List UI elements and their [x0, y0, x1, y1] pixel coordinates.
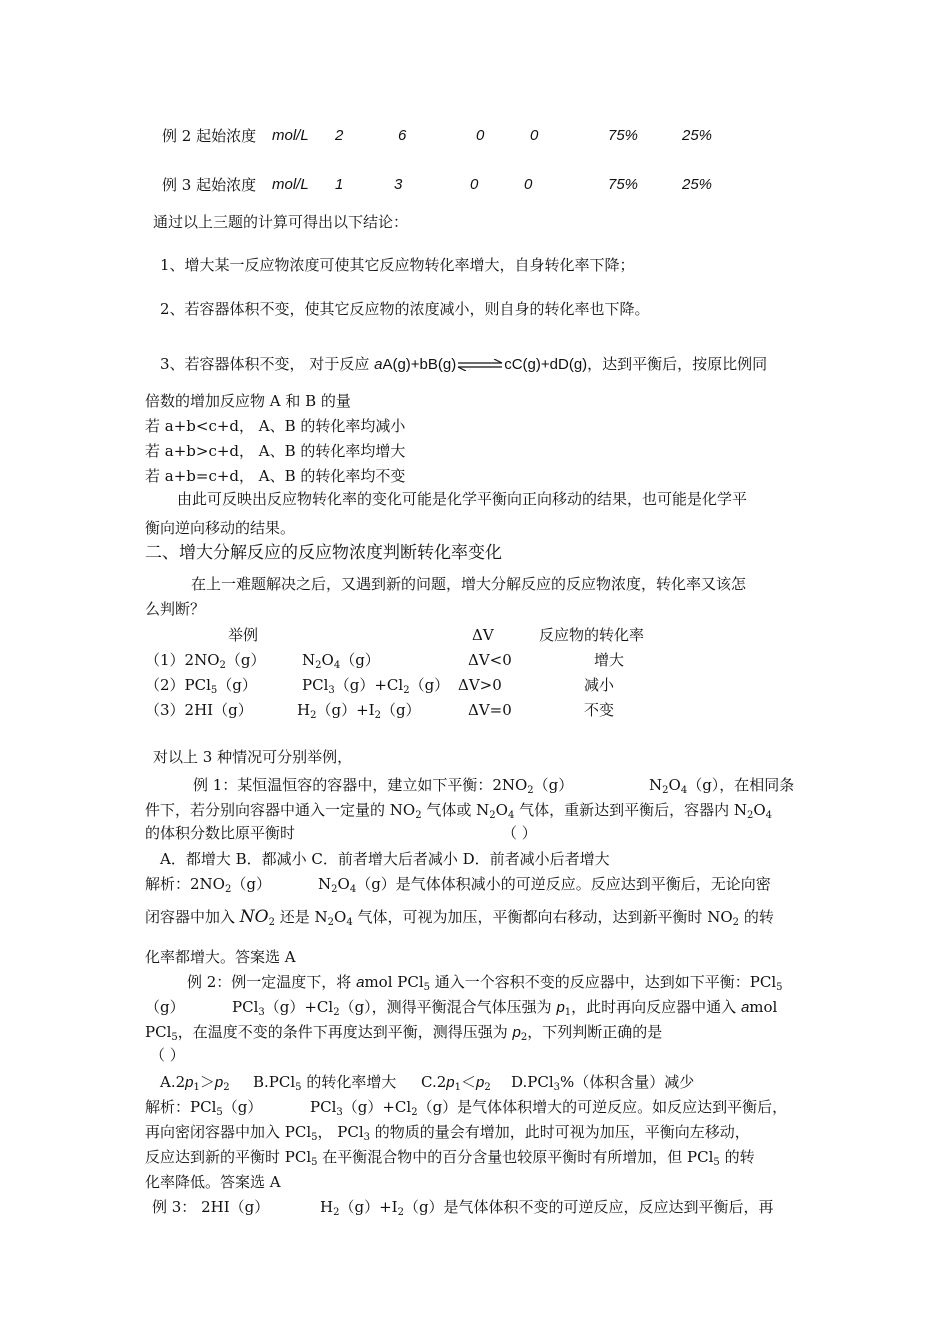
table-row-1-product: $N_2O_4(g)$ [302, 651, 380, 671]
example-2-line-1: 例 2：例一定温度下，将 amol PCl$_5$ 通入一个容积不变的反应器中，达到如下平衡：PCl$_5$ [187, 973, 783, 993]
table-row-3-reactant: （3）2HI（g） [145, 701, 253, 719]
table-row-2-dv: ΔV>0 [458, 676, 502, 694]
table-row-1-result: 增大 [594, 651, 625, 669]
example-2-option-b: B.PCl$_5$ 的转化率增大 [253, 1073, 397, 1093]
table-row-2-reactant: （2）PCl$_5$（g） [145, 676, 257, 696]
ex2-percent: 75% [608, 127, 639, 144]
example-1-line-1: 例 1：某恒温恒容的容器中，建立如下平衡：$2NO_2(g)$ [193, 776, 574, 796]
ex3-unit: mol/L [272, 176, 309, 193]
example-1-answer-blank: （ ） [502, 824, 537, 842]
paragraph-1a: 由此可反映出反应物转化率的变化可能是化学平衡向正向移动的结果，也可能是化学平 [177, 490, 748, 508]
example-3-line-1: $H_2(g)+I_2(g)$是气体体积不变的可逆反应，反应达到平衡后，再 [320, 1198, 774, 1218]
condition-1: 若 a+b<c+d， A、B 的转化率均减小 [145, 417, 406, 435]
analysis-1-line-2: 闭容器中加入 $NO_2$ 还是 $N_2O_4$ 气体，可视为加压，平衡都向右移动，达到新平衡时 $NO_2$ 的转 [145, 907, 774, 928]
ex3-label: 例 3 起始浓度 [162, 176, 257, 194]
examples-intro: 对以上 3 种情况可分别举例， [153, 748, 353, 766]
example-3-line-1-a: 例 3： 2HI（g） [152, 1198, 270, 1216]
example-1-line-2: 件下，若分别向容器中通入一定量的 $NO_2$ 气体或 $N_2O_4$ 气体，重新达到平衡后，容器内 $N_2O_4$ [145, 801, 773, 821]
ex2-percent: 25% [682, 127, 713, 144]
example-2-line-2: $PCl_3(g)+Cl_2(g)$，测得平衡混合气体压强为 $p_1$，此时再向反应器中通入 amol [232, 998, 778, 1018]
ex3-percent: 25% [682, 176, 713, 193]
ex2-value: 6 [398, 127, 407, 144]
table-header-dv: ΔV [472, 626, 494, 644]
analysis-1-line-1: 解析：$2NO_2(g)$ [145, 875, 271, 895]
conclusion-intro: 通过以上三题的计算可得出以下结论： [153, 213, 409, 231]
analysis-2-line-1: $PCl_3(g)+Cl_2(g)$是气体体积增大的可逆反应。如反应达到平衡后， [310, 1098, 788, 1118]
example-2-line-3: PCl$_5$，在温度不变的条件下再度达到平衡，测得压强为 $p_2$，下列判断正确的是 [145, 1023, 663, 1043]
analysis-1-line-3: 化率都增大。答案选 A [145, 948, 296, 966]
reversible-arrow-icon [456, 359, 504, 371]
table-header-example: 举例 [228, 626, 259, 644]
ex3-value: 3 [394, 176, 403, 193]
table-row-1-reactant: $(1)2NO_2(g)$ [145, 651, 266, 671]
analysis-2-line-4: 化率降低。答案选 A [145, 1173, 281, 1191]
table-row-2-result: 减小 [584, 676, 615, 694]
conclusion-3-cont: 倍数的增加反应物 A 和 B 的量 [145, 392, 351, 410]
analysis-1-line-1-b: $N_2O_4(g)$是气体体积减小的可逆反应。反应达到平衡后，无论向密 [318, 875, 771, 895]
example-2-option-d: D.PCl$_3$%（体积含量）减少 [511, 1073, 695, 1093]
table-header-conversion: 反应物的转化率 [539, 626, 645, 644]
analysis-2-line-1-a: 解析：PCl$_5$（g） [145, 1098, 263, 1118]
example-2-line-2-a: （g） [145, 998, 185, 1016]
example-2-option-a: $A.2p_1>p_2$ [160, 1073, 230, 1093]
table-row-3-result: 不变 [584, 701, 615, 719]
example-2-option-c: $C.2p_1<p_2$ [421, 1073, 491, 1093]
ex2-value: 2 [335, 127, 344, 144]
conclusion-3: 3、若容器体积不变， 对于反应 aA(g)+bB(g) cC(g)+dD(g)，达到平衡后，按原比例同 [160, 355, 768, 373]
paragraph-1b: 衡向逆向移动的结果。 [145, 519, 296, 537]
conclusion-1: 1、增大某一反应物浓度可使其它反应物转化率增大，自身转化率下降； [160, 256, 635, 274]
conclusion-2: 2、若容器体积不变，使其它反应物的浓度减小，则自身的转化率也下降。 [160, 300, 650, 318]
ex2-value: 0 [476, 127, 485, 144]
example-1-line-3: 的体积分数比原平衡时 [145, 824, 296, 842]
example-2-answer-blank: （ ） [150, 1046, 185, 1064]
analysis-2-line-3: 反应达到新的平衡时 PCl$_5$ 在平衡混合物中的百分含量也较原平衡时有所增加，但 PCl$_5$ 的转 [145, 1148, 755, 1168]
ex3-percent: 75% [608, 176, 639, 193]
ex3-value: 1 [335, 176, 344, 193]
ex2-unit: mol/L [272, 127, 309, 144]
table-row-3-dv: ΔV=0 [468, 701, 512, 719]
condition-2: 若 a+b>c+d， A、B 的转化率均增大 [145, 442, 406, 460]
analysis-2-line-2: 再向密闭容器中加入 PCl$_5$， PCl$_3$ 的物质的量会有增加，此时可视为加压，平衡向左移动， [145, 1123, 750, 1143]
paragraph-2a: 在上一难题解决之后，又遇到新的问题，增大分解反应的反应物浓度，转化率又该怎 [191, 575, 747, 593]
example-1-line-1-product: $N_2O_4(g)$，在相同条 [649, 776, 795, 796]
ex3-value: 0 [470, 176, 479, 193]
condition-3: 若 a+b=c+d， A、B 的转化率均不变 [145, 467, 406, 485]
table-row-1-dv: ΔV<0 [468, 651, 512, 669]
ex3-value: 0 [524, 176, 533, 193]
example-1-options: A．都增大 B．都减小 C．前者增大后者减小 D．前者减小后者增大 [160, 850, 610, 868]
table-row-2-product: $PCl_3(g)+Cl_2(g)$ [302, 676, 450, 696]
paragraph-2b: 么判断？ [145, 600, 206, 618]
ex2-value: 0 [530, 127, 539, 144]
section-heading: 二、增大分解反应的反应物浓度判断转化率变化 [145, 543, 502, 563]
ex2-label: 例 2 起始浓度 [162, 127, 257, 145]
table-row-3-product: $H_2(g)+I_2(g)$ [297, 701, 421, 721]
